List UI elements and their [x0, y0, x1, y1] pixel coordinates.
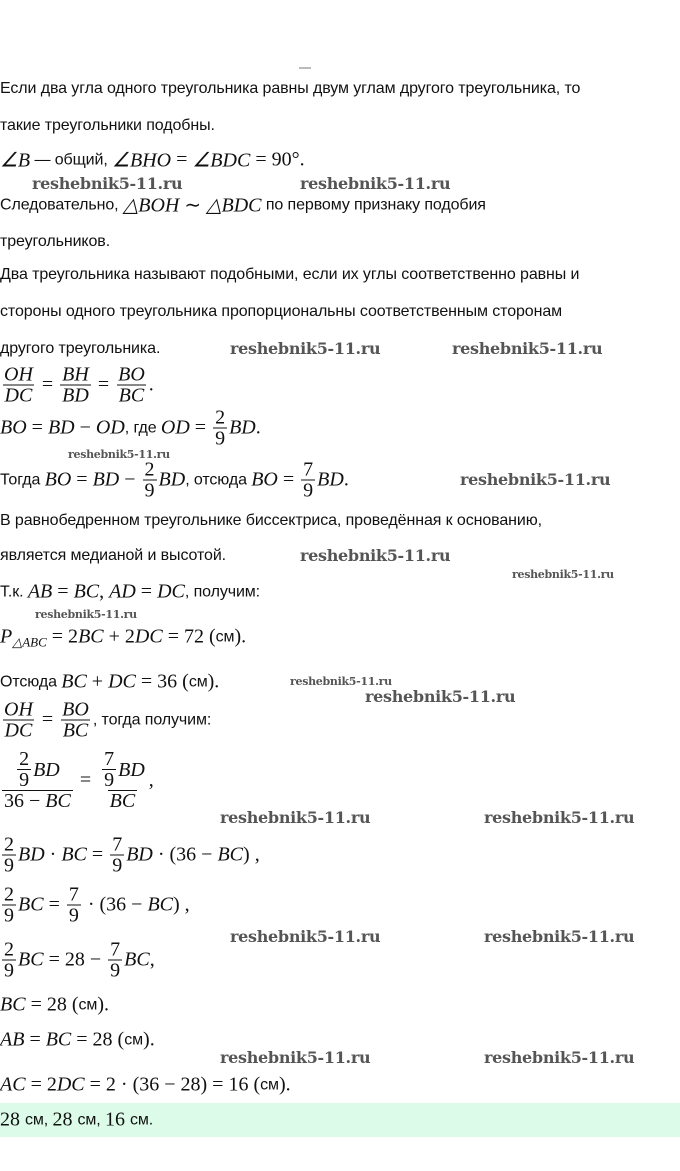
solution-line [0, 700, 211, 741]
denominator [108, 790, 138, 811]
math-run: BD [158, 468, 186, 491]
text-run: см [260, 1076, 279, 1093]
text-run: стороны одного треугольника пропорциональны соответственным сторонам [0, 303, 563, 320]
denominator [117, 385, 147, 406]
math-run: = [36, 708, 59, 731]
math-run: 9 [144, 479, 155, 502]
math-run: = [171, 148, 193, 171]
watermark: reshebnik5-11.ru [32, 174, 183, 193]
math-run: △BOH [122, 194, 180, 217]
numerator [98, 749, 147, 790]
solution-line [0, 80, 580, 98]
math-run: BD [317, 468, 344, 491]
math-run: DC [56, 1073, 85, 1096]
numerator [2, 700, 35, 720]
math-run: = [74, 768, 97, 791]
solution-line [0, 835, 260, 876]
solution-line [0, 994, 109, 1017]
text-run: Отсюда [0, 673, 62, 690]
math-run: 2 [144, 458, 155, 481]
math-run: . [148, 373, 154, 396]
numerator [60, 700, 91, 720]
math-run: = [26, 416, 48, 439]
math-run: ). [143, 1028, 155, 1051]
fraction [108, 940, 122, 981]
answer-line [0, 1109, 153, 1132]
watermark: reshebnik5-11.ru [68, 448, 170, 461]
text-run: треугольников. [0, 233, 111, 250]
numerator [116, 365, 147, 385]
text-run: см [188, 673, 208, 690]
math-run: − [119, 468, 141, 491]
math-run: 7 [110, 938, 121, 961]
text-run: см, [77, 1111, 105, 1128]
watermark: reshebnik5-11.ru [230, 927, 381, 946]
math-run: = [36, 373, 59, 396]
solution-line [0, 365, 154, 406]
text-run: , тогда получим: [92, 711, 212, 728]
math-run: ) , [243, 843, 260, 866]
math-run: BD [229, 416, 256, 439]
denominator [110, 855, 124, 876]
math-run: BC [78, 625, 104, 648]
denominator [213, 428, 227, 449]
numerator [110, 835, 124, 855]
text-run: см, [25, 1111, 53, 1128]
math-run: DC [4, 384, 33, 407]
solution-line [0, 626, 246, 649]
solution-line [0, 233, 110, 251]
fraction [60, 700, 91, 741]
fraction [2, 940, 16, 981]
math-run: = [52, 580, 74, 603]
watermark: reshebnik5-11.ru [484, 927, 635, 946]
math-run: = [92, 373, 115, 396]
denominator [2, 905, 16, 926]
math-run: ∼ [179, 194, 207, 217]
denominator [61, 720, 91, 741]
math-run: · (36 − [152, 843, 218, 866]
math-run: BC [147, 893, 174, 916]
math-run: AD [109, 580, 136, 603]
math-run: BD [92, 468, 120, 491]
text-run: см [124, 1031, 144, 1048]
math-run: P [0, 625, 13, 648]
math-run: BH [62, 363, 89, 386]
fraction [60, 365, 91, 406]
solution-line [0, 148, 305, 173]
denominator [3, 385, 35, 406]
math-run: ∠BDC [192, 149, 251, 172]
solution-line [0, 193, 486, 218]
math-run: = 2 [46, 625, 79, 648]
math-run: 9 [4, 854, 14, 877]
numerator [108, 940, 122, 960]
solution-line [0, 547, 226, 565]
watermark: reshebnik5-11.ru [452, 339, 603, 358]
math-run: . [343, 468, 349, 491]
solution-line [0, 303, 562, 321]
fraction [2, 700, 35, 741]
math-run: BD [47, 416, 75, 439]
math-run: 9 [68, 904, 79, 927]
math-run: 9 [215, 427, 226, 450]
text-run: , отсюда [185, 471, 252, 488]
text-run: Тогда [0, 471, 45, 488]
math-run: DC [157, 580, 185, 603]
fraction [67, 885, 81, 926]
math-run: = 28 ( [25, 993, 79, 1016]
text-run: Если два угла одного треугольника равны двум углам другого треугольника, то [0, 80, 581, 97]
math-run: 9 [104, 769, 115, 791]
math-run: OH [4, 698, 33, 721]
numerator [2, 940, 16, 960]
numerator [67, 885, 81, 905]
solution-line [0, 1074, 291, 1097]
denominator [108, 960, 122, 981]
math-run: 36 − [4, 790, 46, 812]
math-run: 7 [303, 458, 314, 481]
math-run: = 2 [25, 1073, 57, 1096]
math-run: + 2 [103, 625, 135, 648]
math-run: BO [0, 416, 27, 439]
math-run: , [99, 580, 110, 603]
math-run: 9 [110, 959, 121, 982]
watermark: reshebnik5-11.ru [484, 808, 635, 827]
watermark: reshebnik5-11.ru [35, 608, 137, 621]
math-run: ). [234, 625, 247, 648]
math-run: 28 [52, 1108, 78, 1131]
solution-line [0, 117, 215, 135]
text-run: , получим: [184, 583, 261, 600]
denominator [67, 905, 81, 926]
math-run: 9 [112, 854, 123, 877]
fraction [110, 835, 124, 876]
watermark: reshebnik5-11.ru [460, 470, 611, 489]
math-run: 16 [105, 1108, 130, 1131]
math-run: ∠BHO [112, 149, 172, 172]
math-run: 28 [0, 1108, 25, 1131]
watermark: reshebnik5-11.ru [300, 546, 451, 565]
math-run: = 72 ( [162, 625, 216, 648]
denominator [17, 769, 31, 790]
math-run: BC [109, 790, 136, 812]
math-run: 9 [19, 769, 30, 791]
math-run: = [86, 843, 109, 866]
math-run: 7 [104, 748, 115, 770]
text-run: является медианой и высотой. [0, 547, 226, 564]
math-run: = 90°. [250, 148, 305, 171]
math-run: BC [61, 843, 87, 866]
text-run: , где [124, 419, 161, 436]
math-run: BC [18, 893, 44, 916]
numerator [13, 749, 62, 790]
solution-line [0, 1029, 155, 1052]
math-run: BD [33, 758, 60, 781]
math-run: BC [62, 719, 89, 742]
math-run: ). [278, 1073, 291, 1096]
math-run: AB [0, 1028, 25, 1051]
denominator [102, 769, 116, 790]
numerator [213, 408, 227, 428]
text-run: другого треугольника. [0, 340, 161, 357]
math-run: 2 [19, 748, 30, 770]
fraction [2, 885, 16, 926]
math-run: DC [4, 719, 33, 742]
math-run: BC [118, 384, 145, 407]
math-run: BC [45, 790, 71, 812]
numerator [2, 365, 35, 385]
math-run: BO [62, 698, 89, 721]
solution-line [0, 671, 219, 694]
denominator [3, 720, 35, 741]
watermark: reshebnik5-11.ru [290, 675, 392, 688]
math-run: △BDC [206, 194, 262, 217]
math-run: BC [124, 948, 150, 971]
math-run: 7 [68, 883, 79, 906]
numerator [2, 835, 16, 855]
math-run: BC [73, 580, 100, 603]
math-run: △ABC [12, 634, 47, 649]
fraction [2, 365, 35, 406]
fraction [116, 365, 147, 406]
collapse-handle [299, 67, 311, 69]
math-run: . [255, 416, 261, 439]
text-run: В равнобедренном треугольнике биссектриса, проведённая к основанию, [0, 512, 542, 529]
watermark: reshebnik5-11.ru [365, 687, 516, 706]
watermark: reshebnik5-11.ru [230, 339, 381, 358]
fraction [17, 749, 31, 790]
math-run: OD [95, 416, 125, 439]
fraction [2, 749, 73, 811]
math-run: = [43, 893, 65, 916]
math-run: AC [0, 1073, 26, 1096]
math-run: 2 [215, 406, 226, 429]
math-run: = [71, 468, 93, 491]
fraction [143, 460, 157, 501]
math-run: AB [27, 580, 53, 603]
denominator [60, 385, 91, 406]
denominator [301, 480, 315, 501]
math-run: DC [134, 625, 163, 648]
fraction [2, 835, 16, 876]
solution-line [0, 581, 260, 604]
math-run: = [189, 416, 212, 439]
watermark: reshebnik5-11.ru [300, 174, 451, 193]
math-run: = 36 ( [135, 670, 189, 693]
math-run: BD [18, 843, 45, 866]
solution-line [0, 940, 155, 981]
math-run: BC [0, 993, 26, 1016]
math-run: = [24, 1028, 46, 1051]
numerator [60, 365, 91, 385]
text-run: см. [130, 1111, 154, 1128]
text-run: Два треугольника называют подобными, если их углы соответственно равны и [0, 266, 580, 283]
math-run: , [149, 948, 155, 971]
math-run: 9 [303, 479, 314, 502]
math-run: , [148, 768, 154, 791]
fraction [213, 408, 227, 449]
math-run: BD [126, 843, 153, 866]
math-run: · [44, 843, 62, 866]
math-run: BC [217, 843, 244, 866]
math-run: ∠B [0, 149, 31, 172]
text-run: по первому признаку подобия [261, 196, 486, 213]
fraction [301, 460, 315, 501]
math-run: = [135, 580, 158, 603]
denominator [2, 790, 73, 811]
math-run: BO [251, 468, 278, 491]
math-run: = [277, 468, 300, 491]
math-run: BC [18, 948, 44, 971]
fraction [98, 749, 147, 811]
math-run: 2 [4, 938, 14, 961]
math-run: ). [97, 993, 109, 1016]
numerator [143, 460, 157, 480]
solution-line [0, 460, 349, 501]
math-run: BD [118, 758, 145, 781]
solution-line [0, 749, 154, 811]
numerator [301, 460, 315, 480]
solution-line [0, 340, 160, 358]
solution-line [0, 885, 190, 926]
math-run: ) , [173, 893, 190, 916]
numerator [102, 749, 116, 769]
math-run: ). [207, 670, 220, 693]
solution-line [0, 266, 579, 284]
text-run: см [78, 996, 98, 1013]
math-run: + [86, 670, 109, 693]
math-run: = 2 · (36 − 28) = 16 ( [84, 1073, 261, 1096]
numerator [2, 885, 16, 905]
math-run: DC [108, 670, 136, 693]
math-run: 2 [4, 833, 14, 856]
text-run: такие треугольники подобны. [0, 117, 215, 134]
math-run: − [74, 416, 96, 439]
math-run: BD [62, 384, 89, 407]
math-run: BO [118, 363, 145, 386]
solution-line [0, 408, 261, 449]
watermark: reshebnik5-11.ru [512, 568, 614, 581]
math-run: 9 [4, 959, 14, 982]
watermark: reshebnik5-11.ru [220, 1048, 371, 1067]
fraction [102, 749, 116, 790]
denominator [143, 480, 157, 501]
math-run: 2 [4, 883, 14, 906]
text-run: — общий, [30, 151, 113, 168]
math-run: OH [4, 363, 33, 386]
math-run: 7 [112, 833, 123, 856]
denominator [2, 960, 16, 981]
math-run: BC [45, 1028, 72, 1051]
math-run: BC [61, 670, 87, 693]
watermark: reshebnik5-11.ru [220, 808, 371, 827]
solution-line [0, 512, 542, 530]
numerator [17, 749, 31, 769]
math-run: BO [44, 468, 72, 491]
watermark: reshebnik5-11.ru [484, 1048, 635, 1067]
math-run: · (36 − [82, 893, 148, 916]
math-run: 9 [4, 904, 14, 927]
text-run: см [215, 628, 235, 645]
math-run: = 28 − [43, 948, 107, 971]
denominator [2, 855, 16, 876]
text-run: Следовательно, [0, 196, 123, 213]
text-run: Т.к. [0, 583, 28, 600]
math-run: OD [160, 416, 190, 439]
math-run: = 28 ( [71, 1028, 125, 1051]
